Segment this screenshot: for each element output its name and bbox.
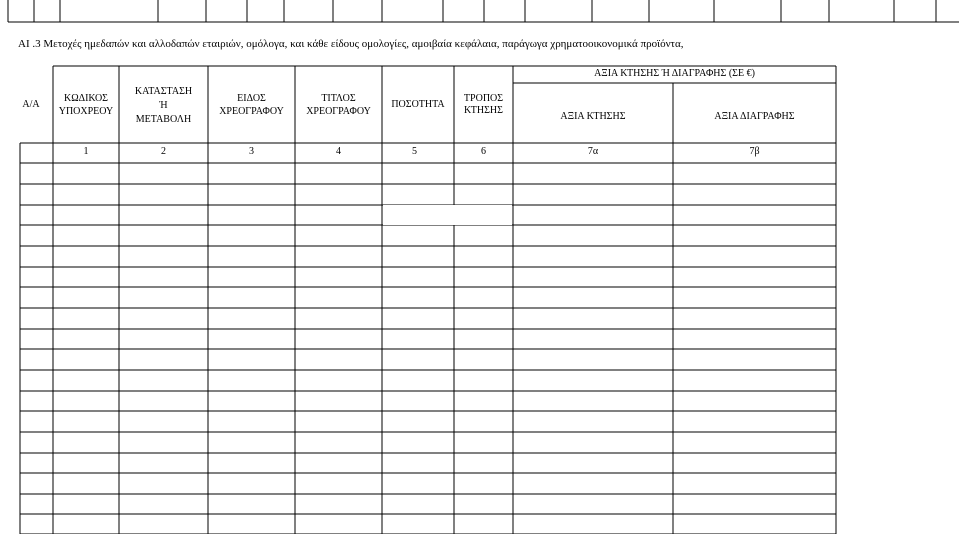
header-axia-diagrafis: ΑΞΙΑ ΔΙΑΓΡΑΦΗΣ: [714, 111, 795, 122]
header-katastasi-line2: Ή: [159, 100, 168, 111]
header-aa: Α/Α: [22, 99, 40, 110]
section-title: ΑΙ .3 Μετοχές ημεδαπών και αλλοδαπών εταιριών, ομόλογα, και κάθε είδους ομολογίες, αμοιβαία κεφάλαια, παράγωγα χρηματοοικονομικά προϊόντα,: [18, 38, 684, 50]
column-number-7b: 7β: [749, 146, 760, 157]
header-eidos-line2: ΧΡΕΟΓΡΑΦΟΥ: [219, 106, 284, 117]
header-tropos-line1: ΤΡΟΠΟΣ: [463, 93, 504, 104]
column-number-1: 1: [83, 146, 89, 157]
header-titlos-line2: ΧΡΕΟΓΡΑΦΟΥ: [306, 106, 371, 117]
header-titlos-line1: ΤΙΤΛΟΣ: [321, 93, 356, 104]
header-eidos-line1: ΕΙΔΟΣ: [237, 93, 266, 104]
column-number-2: 2: [161, 146, 166, 157]
header-kodikos-line2: ΥΠΟΧΡΕΟΥ: [58, 106, 114, 117]
column-number-3: 3: [249, 146, 254, 157]
header-katastasi-line3: ΜΕΤΑΒΟΛΗ: [135, 114, 192, 125]
header-posotita: ΠΟΣΟΤΗΤΑ: [391, 99, 445, 110]
column-number-6: 6: [481, 146, 486, 157]
header-kodikos-line1: ΚΩΔΙΚΟΣ: [64, 93, 108, 104]
header-katastasi-line1: ΚΑΤΑΣΤΑΣΗ: [134, 86, 193, 97]
column-number-4: 4: [336, 146, 341, 157]
column-number-7a: 7α: [587, 146, 599, 157]
header-axia-ktisis: ΑΞΙΑ ΚΤΗΣΗΣ: [560, 111, 626, 122]
header-axia-group: ΑΞΙΑ ΚΤΗΣΗΣ Ή ΔΙΑΓΡΑΦΗΣ (ΣΕ €): [594, 68, 755, 79]
header-tropos-line2: ΚΤΗΣΗΣ: [464, 105, 503, 116]
column-number-5: 5: [412, 146, 417, 157]
